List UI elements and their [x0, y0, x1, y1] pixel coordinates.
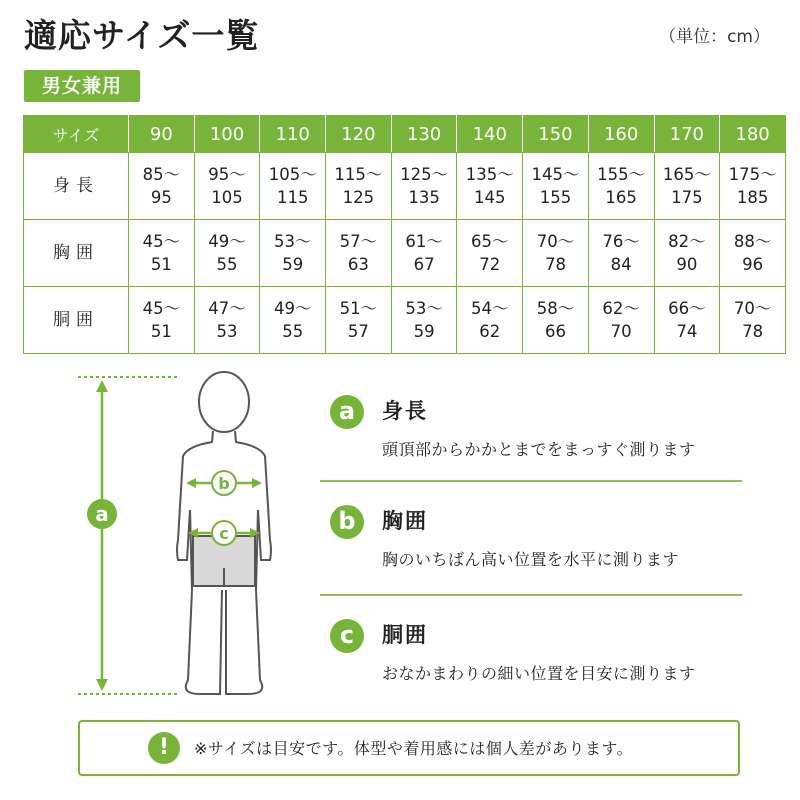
- cell-line: 53～: [273, 232, 312, 251]
- cell-line: 78: [544, 255, 566, 274]
- cell-line: 175～: [728, 165, 777, 184]
- cell-line: 88～: [733, 232, 772, 251]
- legend-desc-chest: 胸のいちばん高い位置を水平に測ります: [382, 550, 680, 569]
- table-cell: [588, 287, 654, 354]
- table-cell: [326, 220, 392, 287]
- label-c-text: c: [219, 524, 229, 543]
- cell-line: 165～: [662, 165, 711, 184]
- cell-line: 125～: [400, 165, 449, 184]
- size-header-cell: 150: [523, 116, 589, 153]
- table-cell: [194, 220, 260, 287]
- legend-title-waist: 胴囲: [382, 623, 428, 647]
- cell-line: 135～: [465, 165, 514, 184]
- table-cell: [326, 287, 392, 354]
- cell-line: 63: [347, 255, 369, 274]
- cell-line: 115: [276, 188, 309, 207]
- table-cell: [391, 287, 457, 354]
- cell-line: 49～: [208, 232, 246, 251]
- table-cell: [194, 287, 260, 354]
- cell-line: 57～: [339, 232, 378, 251]
- legend-title-chest: 胸囲: [382, 509, 428, 533]
- table-cell: [457, 287, 523, 354]
- cell-line: 66～: [668, 299, 706, 318]
- cell-line: 51: [150, 255, 172, 274]
- cell-line: 105: [211, 188, 243, 207]
- cell-line: 54～: [471, 299, 509, 318]
- table-cell: [654, 220, 720, 287]
- cell-line: 58～: [536, 299, 575, 318]
- cell-line: 82～: [668, 232, 706, 251]
- table-cell: [523, 220, 589, 287]
- cell-line: 145～: [531, 165, 580, 184]
- cell-line: 55: [216, 255, 238, 274]
- table-row: [24, 287, 786, 354]
- cell-line: 175: [671, 188, 703, 207]
- chest-arrow-right: [252, 478, 262, 488]
- cell-line: 105～: [268, 165, 317, 184]
- cell-line: 61～: [405, 232, 443, 251]
- table-cell: [194, 153, 260, 220]
- table-cell: [720, 153, 786, 220]
- cell-line: 66: [544, 322, 566, 341]
- table-cell: [720, 287, 786, 354]
- table-row: [24, 220, 786, 287]
- size-header-row: [24, 116, 786, 153]
- table-row: [24, 153, 786, 220]
- table-cell: [391, 153, 457, 220]
- cell-line: 74: [676, 322, 698, 341]
- cell-line: 115～: [334, 165, 383, 184]
- table-cell: [588, 153, 654, 220]
- cell-line: 57: [347, 322, 369, 341]
- size-header-cell: 110: [260, 116, 326, 153]
- height-arrow-bottom: [96, 679, 108, 691]
- cell-line: 67: [413, 255, 435, 274]
- divider: [320, 594, 742, 596]
- chest-arrow-left: [186, 478, 196, 488]
- table-cell: [654, 287, 720, 354]
- cell-line: 165: [605, 188, 637, 207]
- cell-line: 45～: [142, 232, 181, 251]
- size-header-cell: 180: [720, 116, 786, 153]
- cell-line: 62～: [602, 299, 640, 318]
- table-cell: [457, 153, 523, 220]
- size-table: [23, 115, 786, 354]
- cell-line: 70: [610, 322, 632, 341]
- unisex-tag: 男女兼用: [24, 70, 140, 102]
- size-note-box: [78, 720, 740, 776]
- table-cell: [654, 153, 720, 220]
- exclamation-icon: !: [148, 732, 180, 764]
- cell-line: 125: [342, 188, 375, 207]
- size-header-cell: 90: [129, 116, 195, 153]
- cell-line: 49～: [273, 299, 312, 318]
- size-header-label: サイズ: [24, 116, 129, 153]
- size-header-cell: 140: [457, 116, 523, 153]
- cell-line: 55: [282, 322, 304, 341]
- table-cell: [457, 220, 523, 287]
- row-label: 身長: [24, 153, 129, 220]
- table-cell: [129, 153, 195, 220]
- row-label: 胸囲: [24, 220, 129, 287]
- legend-badge-a: a: [330, 395, 364, 429]
- legend-desc-waist: おなかまわりの細い位置を目安に測ります: [382, 664, 696, 683]
- cell-line: 65～: [471, 232, 509, 251]
- table-cell: [523, 153, 589, 220]
- legend-title-height: 身長: [382, 399, 428, 423]
- cell-line: 90: [676, 255, 698, 274]
- size-header-cell: 160: [588, 116, 654, 153]
- size-header-cell: 120: [326, 116, 392, 153]
- table-cell: [129, 287, 195, 354]
- row-label: 胴囲: [24, 287, 129, 354]
- table-cell: [260, 287, 326, 354]
- table-cell: [391, 220, 457, 287]
- cell-line: 59: [413, 322, 435, 341]
- size-header-cell: 130: [391, 116, 457, 153]
- cell-line: 70～: [536, 232, 575, 251]
- cell-line: 59: [282, 255, 304, 274]
- legend-badge-c: c: [330, 619, 364, 653]
- cell-line: 185: [736, 188, 769, 207]
- cell-line: 155～: [597, 165, 646, 184]
- page-title: 適応サイズ一覧: [24, 16, 260, 55]
- size-header-cell: 170: [654, 116, 720, 153]
- size-note-text: ※サイズは目安です。体型や着用感には個人差があります。: [194, 739, 634, 758]
- table-cell: [260, 220, 326, 287]
- label-a-text: a: [95, 502, 109, 526]
- cell-line: 72: [479, 255, 501, 274]
- cell-line: 62: [479, 322, 501, 341]
- cell-line: 51: [150, 322, 172, 341]
- cell-line: 84: [610, 255, 632, 274]
- cell-line: 51～: [339, 299, 378, 318]
- legend-badge-b: b: [330, 505, 364, 539]
- divider: [320, 480, 742, 482]
- table-cell: [326, 153, 392, 220]
- height-arrow-top: [96, 380, 108, 392]
- cell-line: 95～: [208, 165, 246, 184]
- table-cell: [588, 220, 654, 287]
- table-cell: [720, 220, 786, 287]
- body-measurement-figure: [0, 360, 320, 720]
- legend-desc-height: 頭頂部からかかとまでをまっすぐ測ります: [382, 440, 696, 459]
- unit-label: （単位：cm）: [659, 27, 770, 47]
- cell-line: 47～: [208, 299, 246, 318]
- cell-line: 53～: [405, 299, 443, 318]
- cell-line: 145: [474, 188, 506, 207]
- cell-line: 78: [742, 322, 764, 341]
- table-cell: [523, 287, 589, 354]
- cell-line: 53: [216, 322, 238, 341]
- cell-line: 85～: [142, 165, 181, 184]
- cell-line: 70～: [733, 299, 772, 318]
- cell-line: 135: [408, 188, 440, 207]
- table-cell: [129, 220, 195, 287]
- label-b-text: b: [218, 474, 230, 493]
- cell-line: 96: [742, 255, 764, 274]
- cell-line: 95: [150, 188, 172, 207]
- size-header-cell: 100: [194, 116, 260, 153]
- table-cell: [260, 153, 326, 220]
- cell-line: 76～: [602, 232, 640, 251]
- cell-line: 45～: [142, 299, 181, 318]
- cell-line: 155: [539, 188, 572, 207]
